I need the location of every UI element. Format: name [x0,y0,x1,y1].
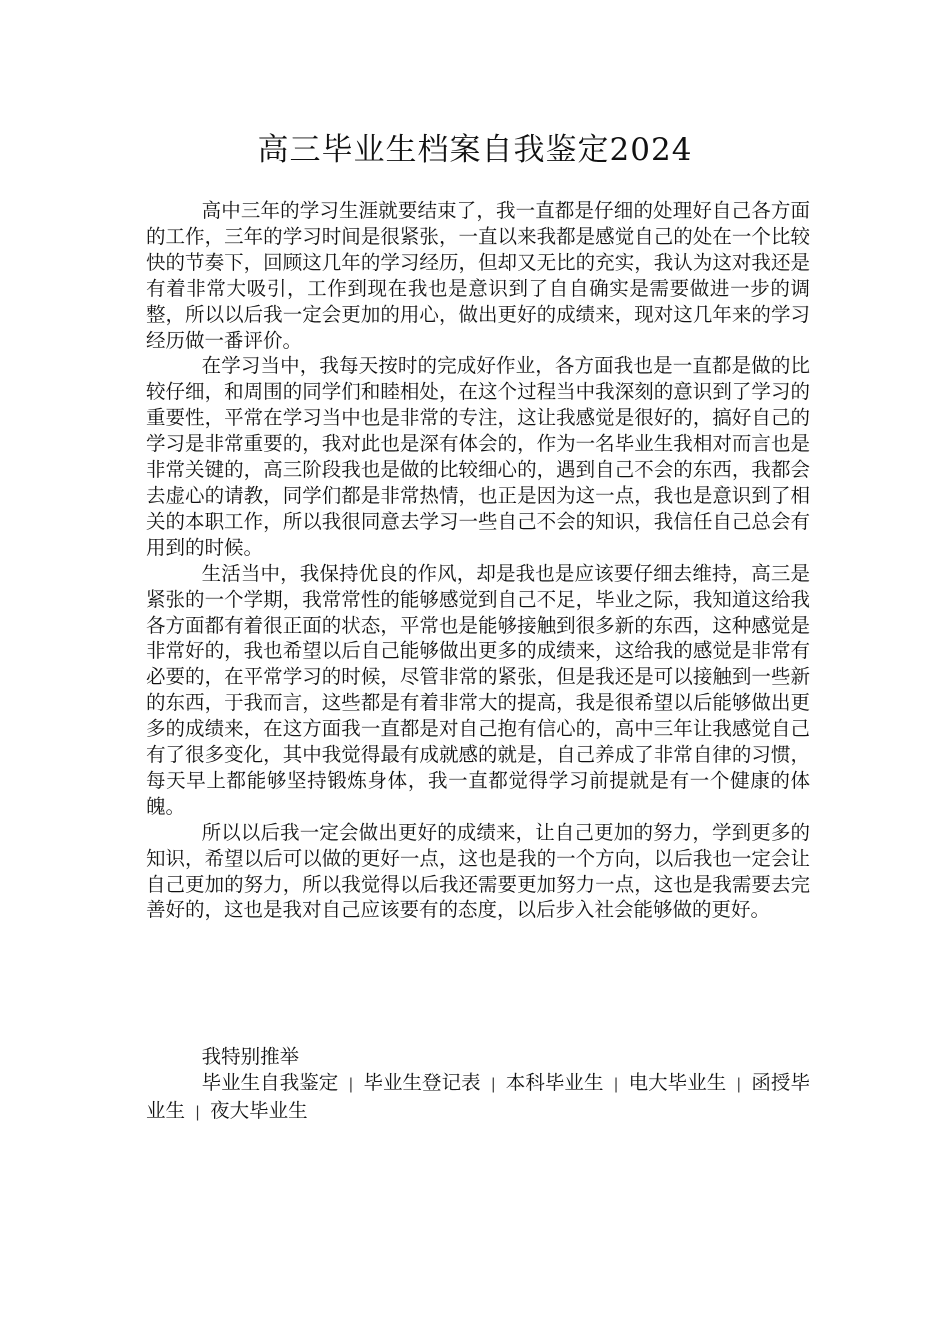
document-title: 高三毕业生档案自我鉴定2024 [257,132,693,168]
link-self-appraisal[interactable]: 毕业生自我鉴定 [201,1070,339,1094]
document-body [146,198,810,923]
paragraph-conclusion: 所以以后我一定会做出更好的成绩来，让自己更加的努力，学到更多的知识，希望以后可以做的更好一点，这也是我的一个方向，以后我也一定会让自己更加的努力，所以我觉得以后我还需要更加努力一点，这也是我需要去完善好的，这也是我对自己应该要有的态度，以后步入社会能够做的更好。 [146,820,810,922]
link-correspondence[interactable]: 函授毕业生 [146,1070,810,1122]
link-tv-university[interactable]: 电大毕业生 [628,1070,727,1094]
link-night-university[interactable]: 夜大毕业生 [210,1098,308,1122]
paragraph-life: 生活当中，我保持优良的作风，却是我也是应该要仔细去维持，高三是紧张的一个学期，我常常性的能够感觉到自己不足，毕业之际，我知道这给我各方面都有着很正面的状态，平常也是能够接触到很多新的东西，这种感觉是非常好的，我也希望以后自己能够做出更多的成绩来，这给我的感觉是非常有必要的，在平常学习的时候，尽管非常的紧张，但是我还是可以接触到一些新的东西，于我而言，这些都是有着非常大的提高，我是很希望以后能够做出更多的成绩来，在这方面我一直都是对自己抱有信心的，高中三年让我感觉自己有了很多变化，其中我觉得最有成就感的就是，自己养成了非常自律的习惯，每天早上都能够坚持锻炼身体，我一直都觉得学习前提就是有一个健康的体魄。 [146,561,810,818]
paragraph-intro: 高中三年的学习生涯就要结束了，我一直都是仔细的处理好自己各方面的工作，三年的学习时间是很紧张，一直以来我都是感觉自己的处在一个比较快的节奏下，回顾这几年的学习经历，但却又无比的充实，我认为这对我还是有着非常大吸引，工作到现在我也是意识到了自自确实是需要做进一步的调整，所以以后我一定会更加的用心，做出更好的成绩来，现对这几年来的学习经历做一番评价。 [146,199,810,352]
link-separator: | [490,1074,496,1093]
recommend-heading: 我特别推举 [201,1045,300,1068]
recommend-links [146,1070,810,1126]
recommend-section [146,1044,810,1126]
link-separator: | [348,1074,354,1093]
link-separator: | [736,1074,742,1093]
paragraph-study: 在学习当中，我每天按时的完成好作业，各方面我也是一直都是做的比较仔细，和周围的同学们和睦相处，在这个过程当中我深刻的意识到了学习的重要性，平常在学习当中也是非常的专注，这让我感觉是很好的，搞好自己的学习是非常重要的，我对此也是深有体会的，作为一名毕业生我相对而言也是非常关键的，高三阶段我也是做的比较细心的，遇到自己不会的东西，我都会去虚心的请教，同学们都是非常热情，也正是因为这一点，我也是意识到了相关的本职工作，所以我很同意去学习一些自己不会的知识，我信任自己总会有用到的时候。 [146,354,810,559]
link-separator: | [613,1074,619,1093]
link-registration-form[interactable]: 毕业生登记表 [363,1070,481,1094]
link-undergraduate[interactable]: 本科毕业生 [505,1070,604,1094]
link-separator: | [195,1102,201,1121]
